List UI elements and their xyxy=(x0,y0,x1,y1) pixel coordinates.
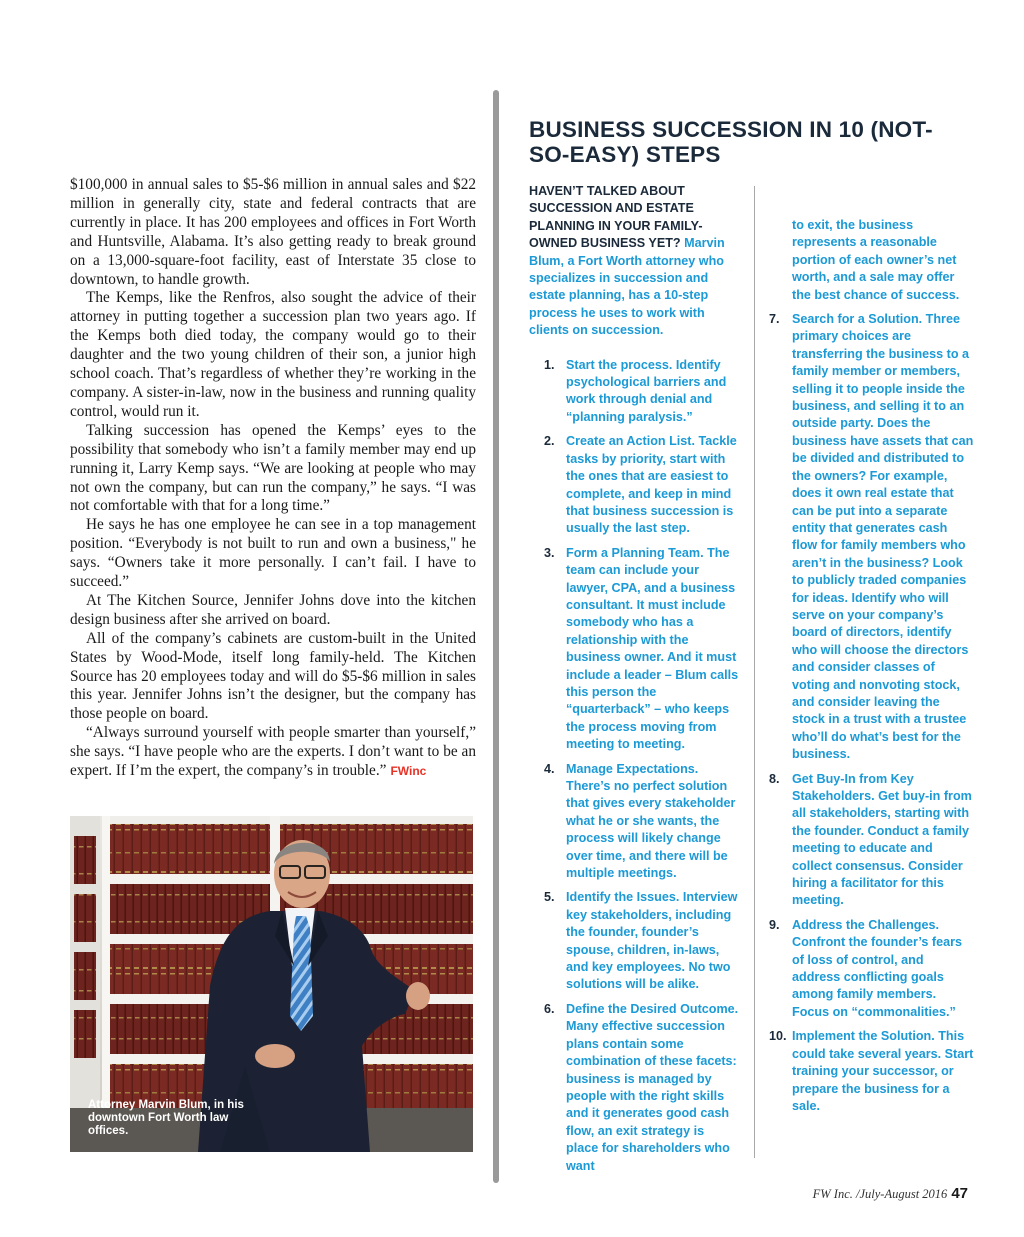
sidebar-column-rule xyxy=(754,186,755,1158)
attorney-photo xyxy=(70,816,473,1152)
sidebar-title: BUSINESS SUCCESSION IN 10 (NOT-SO-EASY) STEPS xyxy=(529,117,933,167)
step-text: Define the Desired Outcome. Many effective succession plans contain some combination of these facets: business is managed by people with the right skills and it generates good cash flow, an exit strategy is place for shareholders who want xyxy=(566,1001,739,1173)
step-text: Get Buy-In from Key Stakeholders. Get buy-in from all stakeholders, starting with the founder. Conduct a family meeting to educate and collect consensus. Consider hiring a facilitator for this meeting. xyxy=(792,771,972,908)
step-item xyxy=(769,917,974,1021)
publication-line: FW Inc. /July-August 2016 xyxy=(812,1187,948,1201)
photo-caption: Attorney Marvin Blum, in his downtown Fort Worth law offices. xyxy=(88,1099,244,1137)
step-number: 7. xyxy=(769,312,780,327)
sidebar-column-right xyxy=(769,217,974,1122)
step-number: 8. xyxy=(769,771,780,786)
step-text: Form a Planning Team. The team can include your lawyer, CPA, and a business consultant. It must include somebody who has a relationship with the business owner. And it must include a leader – Blum calls this person the “quarterback” – who keeps the process moving from meeting to meeting. xyxy=(566,545,739,752)
step-item xyxy=(529,1001,739,1175)
step-text: Implement the Solution. This could take several years. Start training your successor, or prepare the business for a sale. xyxy=(792,1029,974,1113)
step-text: Search for a Solution. Three primary choices are transferring the business to a family member or members, selling it to people inside the business, and selling it to an outside party. Does the business have assets that can be divided and distributed to the owners? For example, does it own real estate that can be put into a separate entity that generates cash flow for family members who aren’t in the business? Look to publicly traded companies for ideas. Identify who will serve on your company’s board of directors, identify who will choose the directors and consider classes of voting and nonvoting stock, and consider leaving the stock in a trust with a trustee who’ll do what’s best for the business. xyxy=(792,312,974,762)
step-item xyxy=(769,1028,974,1115)
article-paragraph: The Kemps, like the Renfros, also sought the advice of their attorney in putting together a succession plan two years ago. If the Kemps both died today, the company would go to their daughter and the two young children of their son, a junior high school coach. That’s regardless of whether they’re working in the company. A sister-in-law, now in the business and running quality control, would run it. xyxy=(70,289,476,420)
step-number: 3. xyxy=(544,545,555,560)
step-item xyxy=(529,545,739,754)
step-text: Create an Action List. Tackle tasks by priority, start with the ones that are easiest to complete, and keep in mind that business succession is usually the last step. xyxy=(566,434,737,536)
step-number: 6. xyxy=(544,1001,555,1016)
step-item xyxy=(769,311,974,764)
step-number: 1. xyxy=(544,357,555,372)
step-number: 2. xyxy=(544,434,555,449)
step-number: 9. xyxy=(769,917,780,932)
sidebar-intro-body: Marvin Blum, a Fort Worth attorney who specializes in succession and estate planning, has a 10-step process he uses to work with clients on succession. xyxy=(529,236,725,338)
page-footer xyxy=(813,1185,968,1203)
sidebar-intro-lead: HAVEN’T TALKED ABOUT SUCCESSION AND ESTATE PLANNING IN YOUR FAMILY-OWNED BUSINESS YET? xyxy=(529,184,703,251)
article-paragraph: All of the company’s cabinets are custom-built in the United States by Wood-Mode, itself long family-held. The Kitchen Source has 20 employees today and will do $5-$6 million in sales this year. Jennifer Johns isn’t the designer, but the company has those people on board. xyxy=(70,629,476,723)
step-number: 10. xyxy=(769,1029,787,1044)
article-paragraph: $100,000 in annual sales to $5-$6 million in annual sales and $22 million in generally city, state and federal contracts that are currently in place. It has 200 employees and offices in Fort Worth and Huntsville, Alabama. It’s also getting ready to break ground on a 13,000-square-foot facility, east of Interstate 35 close to downtown, to handle growth. xyxy=(70,176,476,288)
step-number: 4. xyxy=(544,761,555,776)
steps-list-right xyxy=(769,311,974,1115)
step-item xyxy=(529,761,739,883)
step-text: Start the process. Identify psychological barriers and work through denial and “planning paralysis.” xyxy=(566,357,727,424)
step-number: 5. xyxy=(544,890,555,905)
article-paragraph: Talking succession has opened the Kemps’ eyes to the possibility that somebody who isn’t a family member may end up running it, Larry Kemp says. “We are looking at people who may not own the company, but can run the company,” he says. “I was not comfortable with that for a long time.” xyxy=(70,421,476,515)
step-text: Manage Expectations. There’s no perfect solution that gives every stakeholder what he or she wants, the process will likely change over time, and there will be multiple meetings. xyxy=(566,761,736,881)
steps-list-left xyxy=(529,357,739,1175)
article-paragraph: At The Kitchen Source, Jennifer Johns dove into the kitchen design business after she arrived on board. xyxy=(70,591,476,628)
step-continuation: to exit, the business represents a reasonable portion of each owner’s net worth, and a sale may offer the best chance of success. xyxy=(792,218,960,302)
step-item xyxy=(529,433,739,537)
step-item xyxy=(529,357,739,427)
article-paragraph-last xyxy=(70,724,476,781)
page-number: 47 xyxy=(951,1185,968,1202)
article-body xyxy=(70,176,476,781)
signoff-logo: FWinc xyxy=(390,764,427,779)
sidebar-column-left xyxy=(529,183,739,1182)
step-item xyxy=(529,889,739,993)
article-paragraph: He says he has one employee he can see in a top management position. “Everybody is not built to run and own a business," he says. “Owners take it more personally. I can’t fail. I have to succeed.” xyxy=(70,516,476,591)
article-paragraph-text: “Always surround yourself with people smarter than yourself,” she says. “I have people who are the experts. I don’t want to be an expert. If I’m the expert, the company’s in trouble.” xyxy=(70,724,476,780)
step-text: Address the Challenges. Confront the founder’s fears of loss of control, and address conflicting goals among family members. Focus on “commonalities.” xyxy=(792,917,963,1019)
column-divider xyxy=(493,90,499,1183)
step-text: Identify the Issues. Interview key stakeholders, including the founder, founder’s spouse, children, in-laws, and key employees. No two solutions will be alike. xyxy=(566,890,738,992)
step-item xyxy=(769,771,974,910)
sidebar-intro xyxy=(529,183,739,340)
